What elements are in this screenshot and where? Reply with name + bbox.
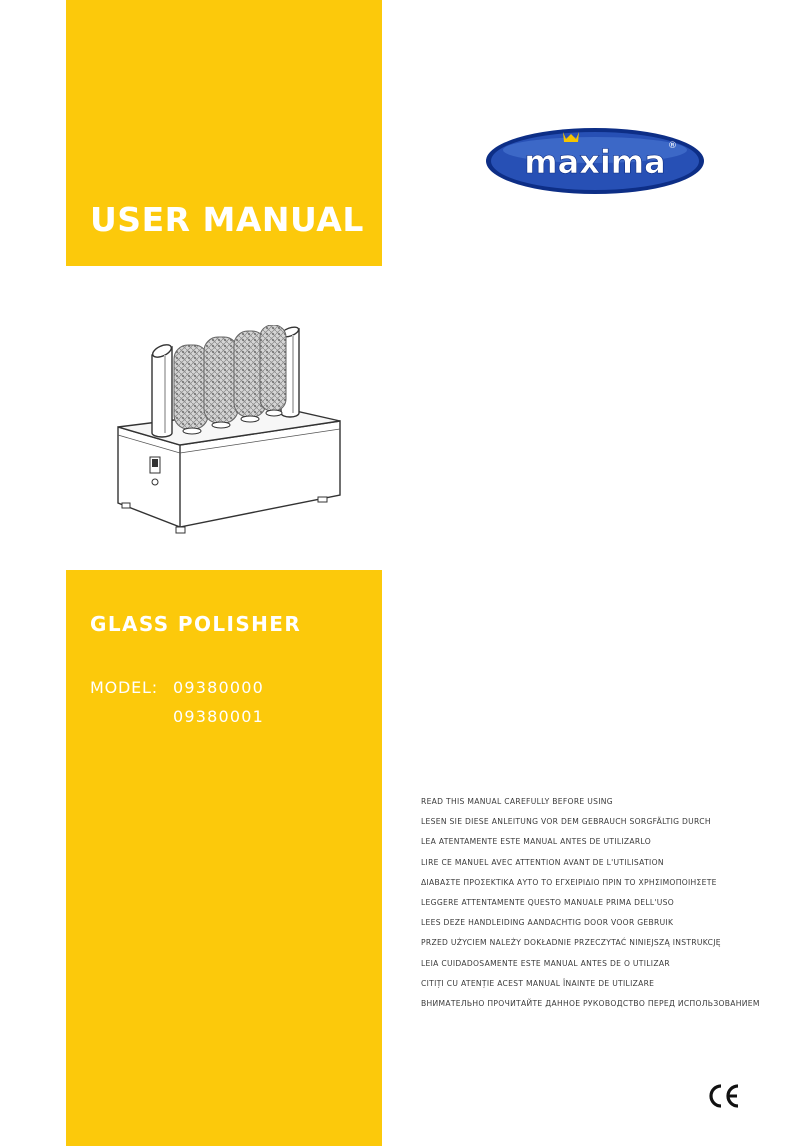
warning-line-pt: LEIA CUIDADOSAMENTE ESTE MANUAL ANTES DE O UTILIZAR xyxy=(421,958,670,968)
ce-mark-icon xyxy=(707,1083,741,1109)
read-manual-warnings xyxy=(421,795,760,1017)
warning-line-en: READ THIS MANUAL CAREFULLY BEFORE USING xyxy=(421,797,613,806)
warning-line-el: ΔΙΑΒΑΣΤΕ ΠΡΟΣΕΚΤΙΚΑ ΑΥΤΟ ΤΟ ΕΓΧΕΙΡΙΔΙΟ ΠΡΙΝ ΤΟ ΧΡΗΣΙΜΟΠΟΙΗΣΕΤΕ xyxy=(421,877,717,887)
warning-line-it: LEGGERE ATTENTAMENTE QUESTO MANUALE PRIMA DELL'USO xyxy=(421,897,675,907)
warning-line-es: LEA ATENTAMENTE ESTE MANUAL ANTES DE UTILIZARLO xyxy=(421,837,651,847)
maxima-logo xyxy=(484,126,706,196)
warning-line-fr: LIRE CE MANUEL AVEC ATTENTION AVANT DE L'UTILISATION xyxy=(421,857,664,867)
glass-polisher-illustration xyxy=(108,325,353,540)
model-label: MODEL: xyxy=(90,678,158,697)
warning-line-ro: CITIȚI CU ATENȚIE ACEST MANUAL ÎNAINTE DE UTILIZARE xyxy=(421,978,655,988)
model-number-2: 09380001 xyxy=(173,707,265,726)
product-name: GLASS POLISHER xyxy=(90,612,302,636)
warning-line-pl: PRZED UŻYCIEM NALEŻY DOKŁADNIE PRZECZYTAĆ NINIEJSZĄ INSTRUKCJĘ xyxy=(421,938,721,948)
bottom-yellow-band xyxy=(66,570,382,1146)
warning-line-ru: ВНИМАТЕЛЬНО ПРОЧИТАЙТЕ ДАННОЕ РУКОВОДСТВО ПЕРЕД ИСПОЛЬЗОВАНИЕМ xyxy=(421,998,760,1008)
manual-title: USER MANUAL xyxy=(90,200,364,239)
brand-wordmark: maxima xyxy=(524,143,666,181)
warning-line-nl: LEES DEZE HANDLEIDING AANDACHTIG DOOR VOOR GEBRUIK xyxy=(421,918,674,928)
model-number-1: 09380000 xyxy=(173,678,265,697)
registered-mark: ® xyxy=(668,141,677,151)
warning-line-de: LESEN SIE DIESE ANLEITUNG VOR DEM GEBRAUCH SORGFÄLTIG DURCH xyxy=(421,817,711,827)
